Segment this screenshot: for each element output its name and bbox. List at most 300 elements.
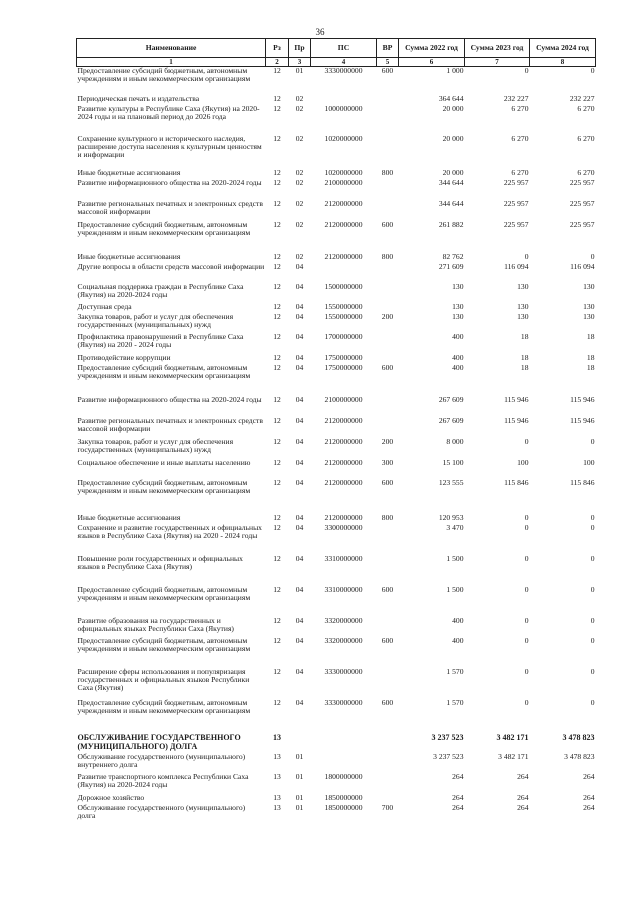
cell-sum-2024: 6 270	[577, 134, 595, 143]
table-row	[77, 555, 596, 586]
cell-sum-2024: 264	[583, 803, 595, 812]
col-number: 8	[530, 58, 596, 67]
cell-name: Профилактика правонарушений в Республике Саха (Якутия) на 2020 - 2024 годы	[77, 332, 244, 349]
cell-sum-2023: 18	[520, 353, 529, 362]
cell-name: Социальная поддержка граждан в Республике Саха (Якутия) на 2020-2024 годы	[77, 282, 244, 299]
cell-pr: 01	[295, 803, 304, 812]
cell-ps: 1550000000	[324, 302, 363, 311]
cell-pr: 04	[295, 636, 304, 645]
cell-name: Развитие информационного общества на 2020-2024 годы	[77, 395, 262, 404]
cell-vr	[377, 417, 399, 438]
cell-sum-2022: 20 000	[442, 168, 464, 177]
cell-name: Предоставление субсидий бюджетным, автономным учреждениям и иным некоммерческим организациям	[77, 478, 251, 495]
table-row	[77, 637, 596, 668]
cell-vr	[377, 354, 399, 364]
budget-table	[76, 38, 596, 824]
col-header-2022: Сумма 2022 год	[399, 39, 465, 58]
cell-ps: 2100000000	[324, 178, 363, 187]
cell-sum-2024: 100	[583, 458, 595, 467]
col-number: 4	[311, 58, 377, 67]
cell-pr: 04	[295, 416, 304, 425]
cell-sum-2024: 116 094	[570, 262, 595, 271]
cell-sum-2024: 264	[583, 772, 595, 781]
cell-rz: 12	[273, 395, 281, 404]
cell-rz: 12	[273, 168, 281, 177]
cell-pr: 01	[295, 772, 304, 781]
cell-rz: 12	[273, 312, 281, 321]
cell-sum-2024: 115 846	[570, 478, 595, 487]
cell-vr	[377, 668, 399, 699]
cell-name: Сохранение культурного и исторического наследия, расширение доступа населения к культурным ценностям и информации	[77, 134, 262, 160]
table-row	[77, 179, 596, 200]
cell-ps: 1550000000	[324, 312, 363, 321]
table-row	[77, 283, 596, 303]
cell-name: Расширение сферы использования и популяризация государственных и официальных языков Республики Саха (Якутия)	[77, 667, 250, 693]
cell-name: Закупка товаров, работ и услуг для обеспечения государственных (муниципальных) нужд	[77, 312, 234, 329]
cell-vr: 800	[381, 168, 394, 177]
cell-ps	[311, 753, 377, 773]
cell-ps: 3330000000	[324, 66, 363, 75]
cell-ps: 1020000000	[324, 134, 363, 143]
cell-vr	[377, 263, 399, 283]
cell-ps: 3320000000	[324, 616, 363, 625]
cell-sum-2022: 267 609	[438, 395, 464, 404]
cell-name: Периодическая печать и издательства	[77, 94, 200, 103]
cell-sum-2023: 0	[524, 616, 529, 625]
cell-pr: 04	[295, 262, 304, 271]
cell-pr: 04	[295, 332, 304, 341]
cell-ps: 3320000000	[324, 636, 363, 645]
cell-vr: 600	[381, 363, 394, 372]
table-row	[77, 221, 596, 253]
col-number: 6	[399, 58, 465, 67]
cell-pr: 04	[295, 437, 304, 446]
cell-sum-2023: 0	[524, 585, 529, 594]
cell-sum-2023: 225 957	[503, 199, 529, 208]
cell-sum-2024: 225 957	[569, 199, 595, 208]
cell-sum-2023: 100	[517, 458, 529, 467]
cell-name: Сохранение и развитие государственных и официальных языков в Республике Саха (Якутия) на 2020 - 2024 годы	[77, 523, 262, 540]
cell-sum-2022: 264	[452, 793, 464, 802]
table-row	[77, 417, 596, 438]
cell-ps: 1020000000	[324, 168, 363, 177]
cell-sum-2024: 115 946	[570, 395, 595, 404]
cell-pr: 02	[295, 94, 304, 103]
cell-name: Иные бюджетные ассигнования	[77, 168, 181, 177]
col-number: 2	[266, 58, 289, 67]
col-header-2024: Сумма 2024 год	[530, 39, 596, 58]
cell-pr	[289, 733, 311, 753]
col-number: 7	[465, 58, 530, 67]
cell-sum-2022: 364 644	[438, 94, 464, 103]
cell-ps: 1800000000	[324, 772, 363, 781]
cell-pr: 02	[295, 168, 304, 177]
cell-ps: 3310000000	[324, 585, 363, 594]
cell-name: Доступная среда	[77, 302, 132, 311]
cell-sum-2023: 6 270	[511, 134, 529, 143]
cell-sum-2023: 130	[517, 282, 529, 291]
cell-sum-2023: 3 482 171	[498, 752, 529, 761]
table-row	[77, 753, 596, 773]
cell-sum-2023: 225 957	[503, 178, 529, 187]
col-header-pr: Пр	[289, 39, 311, 58]
cell-vr: 600	[381, 698, 394, 707]
cell-pr: 04	[295, 616, 304, 625]
table-row	[77, 479, 596, 514]
cell-rz: 12	[273, 353, 281, 362]
cell-sum-2022: 1 500	[446, 554, 464, 563]
cell-vr	[377, 95, 399, 105]
cell-pr: 02	[295, 199, 304, 208]
cell-vr	[377, 303, 399, 313]
cell-ps: 2120000000	[324, 252, 363, 261]
cell-ps: 3300000000	[324, 523, 363, 532]
cell-ps: 3310000000	[324, 554, 363, 563]
cell-sum-2022: 3 237 523	[433, 752, 464, 761]
cell-sum-2022: 1 000	[446, 66, 464, 75]
cell-ps: 2120000000	[324, 513, 363, 522]
cell-vr	[377, 794, 399, 804]
table-row	[77, 617, 596, 637]
cell-sum-2022: 20 000	[442, 104, 464, 113]
cell-sum-2023: 130	[517, 302, 529, 311]
cell-rz: 12	[273, 667, 281, 676]
cell-pr: 02	[295, 134, 304, 143]
cell-vr	[377, 753, 399, 773]
cell-sum-2024: 130	[583, 302, 595, 311]
cell-name: Обслуживание государственного (муниципального) долга	[77, 803, 246, 820]
cell-sum-2022: 3 237 523	[431, 732, 464, 742]
cell-sum-2024: 0	[590, 636, 595, 645]
cell-sum-2023: 0	[524, 523, 529, 532]
cell-vr	[377, 773, 399, 794]
cell-sum-2022: 130	[452, 302, 464, 311]
cell-sum-2022: 82 762	[442, 252, 464, 261]
cell-sum-2024: 3 478 823	[564, 752, 595, 761]
table-row	[77, 733, 596, 753]
cell-name: Предоставление субсидий бюджетным, автономным учреждениям и иным некоммерческим организациям	[77, 698, 251, 715]
cell-sum-2022: 20 000	[442, 134, 464, 143]
cell-rz: 13	[273, 732, 281, 742]
cell-ps	[311, 95, 377, 105]
cell-rz: 12	[273, 94, 281, 103]
cell-rz: 12	[273, 616, 281, 625]
cell-vr: 800	[381, 252, 394, 261]
cell-sum-2024: 115 946	[570, 416, 595, 425]
cell-vr: 700	[381, 803, 394, 812]
cell-sum-2022: 400	[452, 363, 464, 372]
cell-name: Предоставление субсидий бюджетным, автономным учреждениям и иным некоммерческим организациям	[77, 220, 251, 237]
table-row	[77, 586, 596, 617]
cell-rz: 12	[273, 698, 281, 707]
cell-pr: 01	[295, 793, 304, 802]
cell-name: Иные бюджетные ассигнования	[77, 513, 181, 522]
cell-rz: 13	[273, 752, 281, 761]
cell-sum-2022: 1 570	[446, 667, 464, 676]
table-row	[77, 303, 596, 313]
cell-sum-2024: 232 227	[569, 94, 595, 103]
cell-rz: 12	[273, 220, 281, 229]
cell-name: Развитие региональных печатных и электронных средств массовой информации	[77, 199, 263, 216]
cell-name: Предоставление субсидий бюджетным, автономным учреждениям и иным некоммерческим организациям	[77, 585, 251, 602]
cell-rz: 12	[273, 134, 281, 143]
cell-name: Развитие информационного общества на 2020-2024 годы	[77, 178, 262, 187]
table-row	[77, 253, 596, 263]
cell-name: Противодействие коррупции	[77, 353, 171, 362]
cell-vr	[377, 179, 399, 200]
cell-ps: 2120000000	[324, 458, 363, 467]
cell-ps: 1850000000	[324, 803, 363, 812]
cell-sum-2023: 0	[524, 252, 529, 261]
cell-sum-2022: 264	[452, 803, 464, 812]
cell-vr	[377, 555, 399, 586]
cell-ps: 1700000000	[324, 332, 363, 341]
table-row	[77, 524, 596, 555]
page-number: 36	[315, 27, 325, 37]
cell-sum-2024: 0	[590, 437, 595, 446]
cell-rz: 12	[273, 302, 281, 311]
cell-rz: 12	[273, 178, 281, 187]
cell-name: Закупка товаров, работ и услуг для обеспечения государственных (муниципальных) нужд	[77, 437, 234, 454]
cell-sum-2022: 130	[452, 312, 464, 321]
cell-pr: 04	[295, 312, 304, 321]
cell-sum-2023: 0	[524, 513, 529, 522]
cell-rz: 12	[273, 262, 281, 271]
cell-ps	[311, 263, 377, 283]
cell-ps: 3330000000	[324, 667, 363, 676]
cell-pr: 02	[295, 252, 304, 261]
col-header-2023: Сумма 2023 год	[465, 39, 530, 58]
cell-ps: 1850000000	[324, 793, 363, 802]
cell-pr: 04	[295, 363, 304, 372]
header-row	[77, 39, 596, 58]
cell-rz: 12	[273, 513, 281, 522]
cell-vr	[377, 733, 399, 753]
cell-sum-2024: 0	[590, 667, 595, 676]
cell-pr: 02	[295, 178, 304, 187]
cell-rz: 12	[273, 585, 281, 594]
col-number: 3	[289, 58, 311, 67]
cell-sum-2022: 271 609	[438, 262, 464, 271]
table-row	[77, 794, 596, 804]
cell-ps: 2120000000	[324, 478, 363, 487]
cell-vr	[377, 396, 399, 417]
cell-sum-2023: 116 094	[504, 262, 529, 271]
cell-sum-2023: 115 946	[504, 416, 529, 425]
cell-vr	[377, 524, 399, 555]
cell-sum-2023: 6 270	[511, 104, 529, 113]
cell-sum-2023: 264	[517, 793, 529, 802]
table-row	[77, 804, 596, 824]
cell-vr	[377, 135, 399, 169]
cell-pr: 04	[295, 554, 304, 563]
cell-rz: 12	[273, 523, 281, 532]
table-row	[77, 333, 596, 354]
cell-sum-2024: 0	[590, 66, 595, 75]
cell-sum-2023: 264	[517, 803, 529, 812]
cell-rz: 12	[273, 252, 281, 261]
cell-name: Обслуживание государственного (муниципального) внутреннего долга	[77, 752, 246, 769]
cell-name: Развитие образования на государственных и официальных языках Республики Саха (Якутия)	[77, 616, 234, 633]
cell-vr: 600	[381, 220, 394, 229]
cell-ps: 1750000000	[324, 353, 363, 362]
column-number-row	[77, 58, 596, 67]
cell-name: Развитие транспортного комплекса Республики Саха (Якутия) на 2020-2024 годы	[77, 772, 249, 789]
cell-pr: 02	[295, 220, 304, 229]
cell-name: Другие вопросы в области средств массовой информации	[77, 262, 265, 271]
table-row	[77, 354, 596, 364]
cell-sum-2024: 0	[590, 616, 595, 625]
cell-sum-2022: 120 953	[438, 513, 464, 522]
cell-rz: 12	[273, 458, 281, 467]
cell-vr: 200	[381, 312, 394, 321]
cell-sum-2024: 0	[590, 513, 595, 522]
cell-sum-2022: 400	[452, 616, 464, 625]
cell-rz: 13	[273, 772, 281, 781]
cell-rz: 12	[273, 66, 281, 75]
cell-rz: 13	[273, 793, 281, 802]
cell-vr	[377, 617, 399, 637]
table-row	[77, 459, 596, 479]
cell-sum-2023: 0	[524, 667, 529, 676]
table-row	[77, 668, 596, 699]
table-row	[77, 313, 596, 333]
cell-vr: 300	[381, 458, 394, 467]
table-row	[77, 95, 596, 105]
cell-rz: 12	[273, 282, 281, 291]
cell-sum-2024: 6 270	[577, 104, 595, 113]
cell-ps: 1000000000	[324, 104, 363, 113]
cell-pr: 04	[295, 698, 304, 707]
cell-pr: 04	[295, 513, 304, 522]
cell-sum-2023: 0	[524, 66, 529, 75]
col-header-rz: Рз	[266, 39, 289, 58]
table-row	[77, 200, 596, 221]
cell-sum-2024: 0	[590, 252, 595, 261]
cell-vr	[377, 200, 399, 221]
cell-sum-2022: 344 644	[438, 178, 464, 187]
cell-pr: 04	[295, 523, 304, 532]
cell-sum-2023: 232 227	[503, 94, 529, 103]
cell-sum-2024: 0	[590, 698, 595, 707]
table-row	[77, 438, 596, 459]
cell-sum-2022: 400	[452, 636, 464, 645]
cell-rz: 13	[273, 803, 281, 812]
cell-sum-2022: 261 882	[438, 220, 464, 229]
cell-name: Иные бюджетные ассигнования	[77, 252, 181, 261]
cell-vr	[377, 283, 399, 303]
cell-ps: 2100000000	[324, 395, 363, 404]
cell-rz: 12	[273, 199, 281, 208]
cell-vr: 200	[381, 437, 394, 446]
cell-sum-2022: 1 500	[446, 585, 464, 594]
cell-pr: 04	[295, 667, 304, 676]
table-row	[77, 169, 596, 179]
cell-sum-2024: 18	[586, 353, 595, 362]
cell-ps: 2120000000	[324, 416, 363, 425]
table-row	[77, 396, 596, 417]
col-header-vr: ВР	[377, 39, 399, 58]
cell-sum-2024: 225 957	[569, 178, 595, 187]
cell-name: Предоставление субсидий бюджетным, автономным учреждениям и иным некоммерческим организациям	[77, 363, 251, 380]
cell-sum-2022: 400	[452, 332, 464, 341]
cell-name: Социальное обеспечение и иные выплаты населению	[77, 458, 251, 467]
cell-sum-2024: 225 957	[569, 220, 595, 229]
table-row	[77, 364, 596, 396]
cell-ps	[311, 733, 377, 753]
cell-rz: 12	[273, 554, 281, 563]
cell-rz: 12	[273, 332, 281, 341]
col-header-ps: ПС	[311, 39, 377, 58]
cell-rz: 12	[273, 363, 281, 372]
table-row	[77, 135, 596, 169]
table-row	[77, 263, 596, 283]
cell-sum-2022: 130	[452, 282, 464, 291]
cell-sum-2022: 400	[452, 353, 464, 362]
cell-name: ОБСЛУЖИВАНИЕ ГОСУДАРСТВЕННОГО (МУНИЦИПАЛЬНОГО) ДОЛГА	[77, 732, 241, 751]
cell-vr: 600	[381, 585, 394, 594]
cell-sum-2024: 18	[586, 332, 595, 341]
cell-sum-2023: 115 946	[504, 395, 529, 404]
cell-pr: 01	[295, 752, 304, 761]
col-number: 5	[377, 58, 399, 67]
cell-pr: 02	[295, 104, 304, 113]
cell-ps: 2120000000	[324, 220, 363, 229]
cell-pr: 04	[295, 395, 304, 404]
cell-name: Развитие региональных печатных и электронных средств массовой информации	[77, 416, 263, 433]
cell-vr: 600	[381, 636, 394, 645]
cell-vr: 600	[381, 478, 394, 487]
cell-sum-2023: 18	[520, 363, 529, 372]
cell-sum-2024: 0	[590, 585, 595, 594]
cell-rz: 12	[273, 104, 281, 113]
cell-vr	[377, 105, 399, 135]
cell-sum-2024: 264	[583, 793, 595, 802]
cell-name: Повышение роли государственных и официальных языков в Республике Саха (Якутия)	[77, 554, 243, 571]
cell-sum-2024: 130	[583, 282, 595, 291]
cell-pr: 04	[295, 302, 304, 311]
cell-pr: 04	[295, 458, 304, 467]
cell-sum-2023: 225 957	[503, 220, 529, 229]
cell-sum-2022: 15 100	[442, 458, 464, 467]
table-body	[77, 67, 596, 824]
cell-pr: 04	[295, 585, 304, 594]
cell-rz: 12	[273, 636, 281, 645]
table-row	[77, 105, 596, 135]
cell-sum-2022: 8 000	[446, 437, 464, 446]
cell-sum-2022: 267 609	[438, 416, 464, 425]
cell-sum-2023: 115 846	[504, 478, 529, 487]
cell-rz: 12	[273, 437, 281, 446]
cell-sum-2022: 344 644	[438, 199, 464, 208]
cell-sum-2023: 0	[524, 437, 529, 446]
cell-sum-2022: 3 470	[446, 523, 464, 532]
cell-sum-2023: 0	[524, 554, 529, 563]
cell-sum-2023: 130	[517, 312, 529, 321]
cell-sum-2024: 3 478 823	[562, 732, 595, 742]
cell-sum-2024: 18	[586, 363, 595, 372]
table-row	[77, 514, 596, 524]
cell-sum-2023: 18	[520, 332, 529, 341]
cell-vr	[377, 333, 399, 354]
cell-pr: 04	[295, 353, 304, 362]
cell-vr: 800	[381, 513, 394, 522]
cell-sum-2024: 0	[590, 523, 595, 532]
cell-sum-2022: 264	[452, 772, 464, 781]
table-row	[77, 67, 596, 95]
cell-sum-2023: 6 270	[511, 168, 529, 177]
cell-name: Развитие культуры в Республике Саха (Якутия) на 2020-2024 годы и на плановый период до 2026 года	[77, 104, 260, 121]
